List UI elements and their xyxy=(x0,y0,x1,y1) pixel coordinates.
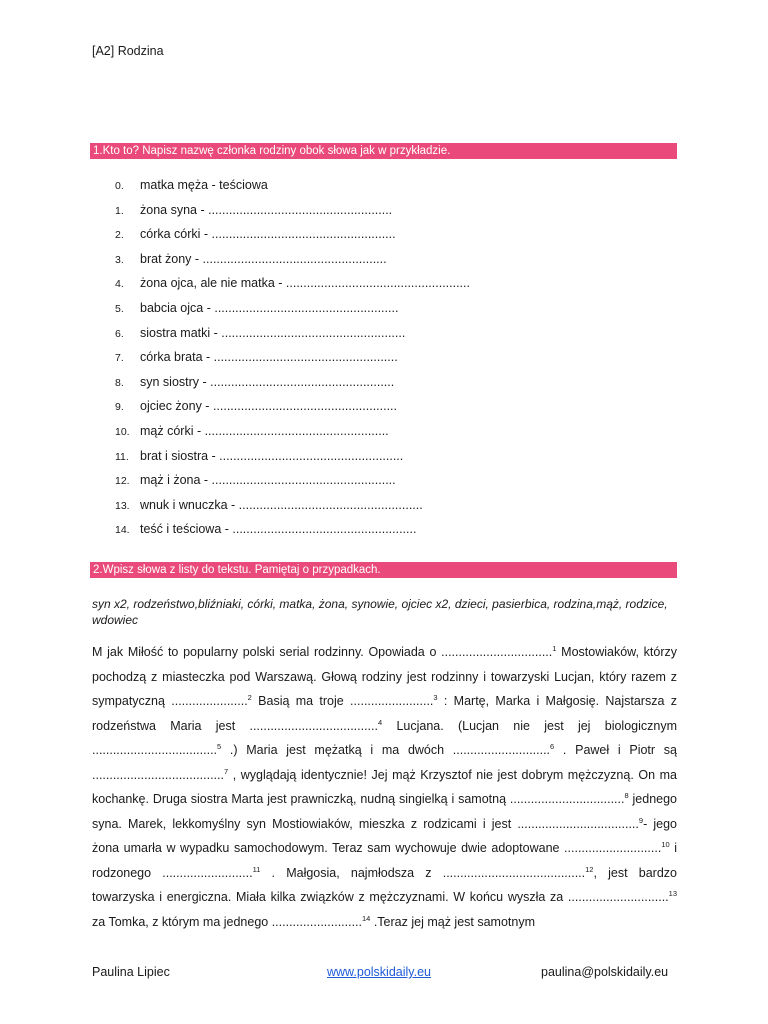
list-item xyxy=(115,176,470,201)
document-header: [A2] Rodzina xyxy=(92,44,164,58)
item-text: brat i siostra - ..................................................... xyxy=(140,448,404,463)
item-number: 7. xyxy=(115,352,124,365)
item-number: 0. xyxy=(115,180,124,192)
gap-number: 1 xyxy=(552,643,557,653)
item-number: 5. xyxy=(115,302,124,315)
item-text: żona ojca, ale nie matka - ..................................................... xyxy=(140,276,470,291)
text-segment: i rodzonego .......................... xyxy=(92,841,678,880)
item-number: 11. xyxy=(115,450,129,463)
item-text: babcia ojca - ..................................................... xyxy=(140,300,399,315)
section-2-instruction: 2.Wpisz słowa z listy do tekstu. Pamiętaj o przypadkach. xyxy=(90,562,677,578)
item-text: mąż córki - ..................................................... xyxy=(140,423,389,438)
item-number: 1. xyxy=(115,204,124,217)
gap-number: 10 xyxy=(661,839,670,849)
text-segment: Mostowiaków, którzy pochodzą z miasteczka pod Warszawą. Głową rodziny jest rodzinny i towarzyski Lucjan, który razem z sympatyczną ...................... xyxy=(92,645,678,708)
list-item xyxy=(115,496,470,521)
footer-author: Paulina Lipiec xyxy=(92,965,170,979)
list-item xyxy=(115,520,470,545)
text-segment: M jak Miłość to popularny polski serial rodzinny. Opowiada o ................................ xyxy=(92,645,553,659)
gap-number: 2 xyxy=(247,692,252,702)
gap-number: 3 xyxy=(433,692,438,702)
text-segment: .Teraz jej mąż jest samotnym xyxy=(370,914,535,929)
list-item xyxy=(115,299,470,324)
gap-number: 12 xyxy=(585,864,594,874)
gap-number: 8 xyxy=(624,790,629,800)
gap-number: 13 xyxy=(668,888,677,898)
list-item xyxy=(115,225,470,250)
word-bank: syn x2, rodzeństwo,bliźniaki, córki, matka, żona, synowie, ojciec x2, dzieci, pasierbica, rodzina,mąż, rodzice, wdowiec xyxy=(92,597,668,627)
gap-number: 14 xyxy=(362,913,371,923)
footer-website-link[interactable]: www.polskidaily.eu xyxy=(327,965,431,979)
footer-email: paulina@polskidaily.eu xyxy=(541,965,669,979)
item-text: brat żony - ..................................................... xyxy=(140,251,387,266)
section-1-instruction: 1.Kto to? Napisz nazwę członka rodziny obok słowa jak w przykładzie. xyxy=(90,143,677,159)
text-segment: , jest bardzo towarzyska i energiczna. Miała kilka związków z mężczyznami. W końcu wyszła za ............................. xyxy=(92,865,677,904)
list-item xyxy=(115,397,470,422)
item-text: córka córki - ..................................................... xyxy=(140,227,396,242)
list-item xyxy=(115,201,470,226)
item-text: córka brata - ..................................................... xyxy=(140,350,398,365)
text-segment: . Paweł i Piotr są ...................................... xyxy=(92,743,677,782)
item-number: 6. xyxy=(115,327,124,340)
text-segment: . Małgosia, najmłodsza z ......................................... xyxy=(260,865,586,880)
text-segment: , wyglądają identycznie! Jej mąż Krzysztof nie jest dobrym mężczyzną. On ma kochankę. Druga siostra Marta jest prawniczką, nudną singielką i samotną ................................. xyxy=(92,767,677,806)
list-item xyxy=(115,348,470,373)
item-text: siostra matki - ..................................................... xyxy=(140,325,406,340)
list-item xyxy=(115,422,470,447)
item-number: 10. xyxy=(115,425,130,438)
list-item xyxy=(115,447,470,472)
item-number: 3. xyxy=(115,253,124,266)
gap-number: 11 xyxy=(252,864,261,874)
gap-number: 5 xyxy=(217,741,222,751)
text-segment: jednego syna. Marek, lekkomyślny syn Mostiowiaków, mieszka z rodzicami i jest ................................... xyxy=(92,792,677,831)
text-segment: Lucjana. (Lucjan nie jest jej biologicznym .................................... xyxy=(92,718,677,757)
list-item xyxy=(115,373,470,398)
item-number: 12. xyxy=(115,475,130,488)
item-text: wnuk i wnuczka - ..................................................... xyxy=(140,497,423,512)
list-item xyxy=(115,324,470,349)
list-item xyxy=(115,274,470,299)
text-segment: za Tomka, z którym ma jednego .......................... xyxy=(92,914,363,929)
item-number: 4. xyxy=(115,278,124,291)
item-number: 2. xyxy=(115,229,124,242)
gap-number: 9 xyxy=(638,815,644,825)
item-number: 8. xyxy=(115,376,124,389)
text-segment: : Martę, Marka i Małgosię. Najstarsza z rodzeństwa Maria jest ..................................... xyxy=(92,694,677,733)
item-text: żona syna - ..................................................... xyxy=(140,202,393,217)
item-text: syn siostry - ..................................................... xyxy=(140,374,395,389)
item-text: matka męża - teściowa xyxy=(140,178,268,192)
list-item xyxy=(115,250,470,275)
list-item xyxy=(115,471,470,496)
item-text: teść i teściowa - ..................................................... xyxy=(140,522,417,537)
gap-number: 4 xyxy=(377,717,383,727)
gap-number: 7 xyxy=(223,766,229,776)
text-segment: Basią ma troje ........................ xyxy=(251,694,434,708)
gap-fill-text xyxy=(92,640,677,934)
item-text: ojciec żony - ..................................................... xyxy=(140,399,398,414)
item-text: mąż i żona - ..................................................... xyxy=(140,473,396,488)
text-segment: - jego żona umarła w wypadku samochodowym. Teraz sam wychowuje dwie adoptowane ............................ xyxy=(92,816,677,855)
item-number: 14. xyxy=(115,524,130,537)
exercise-1-list xyxy=(115,176,470,545)
item-number: 9. xyxy=(115,401,124,414)
gap-number: 6 xyxy=(550,741,555,751)
item-number: 13. xyxy=(115,499,130,512)
text-segment: .) Maria jest mężatką i ma dwóch ............................ xyxy=(221,743,551,757)
